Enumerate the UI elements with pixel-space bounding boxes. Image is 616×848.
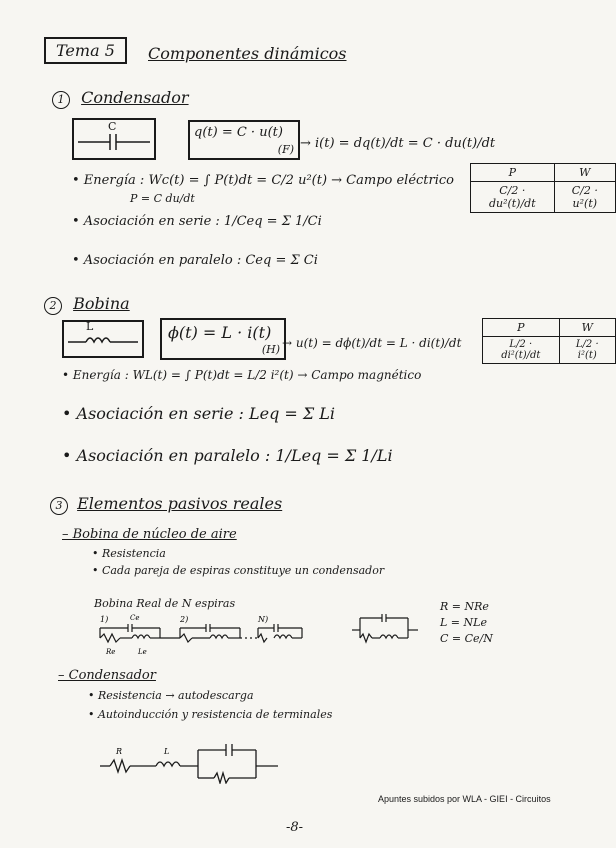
circuit-label-r: R (116, 747, 123, 756)
inductor-symbol-box (62, 320, 144, 358)
capacitor-parallel: • Asociación en paralelo : Ceq = Σ Ci (72, 253, 318, 268)
footer-credit: Apuntes subidos por WLA - GIEI - Circuitos (378, 794, 551, 804)
section-3-heading (50, 494, 282, 515)
equivalent-r: R = NRe (440, 600, 489, 613)
tema-box (44, 37, 127, 64)
tema-label: Tema 5 (56, 41, 115, 60)
table-header-w: W (559, 319, 615, 337)
circuit-label-le: Le (138, 648, 147, 656)
inductor-icon (64, 322, 142, 356)
inductor-voltage: → u(t) = dϕ(t)/dt = L · di(t)/dt (282, 336, 462, 350)
capacitor-current: → i(t) = dq(t)/dt = C · du(t)/dt (300, 136, 496, 151)
section-title: Bobina (73, 294, 130, 313)
inductor-unit: (H) (261, 343, 280, 356)
circuit-label-ce: Ce (130, 614, 140, 622)
section-number: 2 (44, 297, 62, 315)
circuit-label-re: Re (106, 648, 116, 656)
capacitor-unit: (F) (277, 143, 294, 156)
equivalent-c: C = Ce/N (440, 632, 493, 645)
circuit-label-n: N) (258, 615, 269, 624)
page-number: -8- (286, 820, 304, 835)
section-number: 1 (52, 91, 70, 109)
capacitor-equation: q(t) = C · u(t) (194, 125, 283, 140)
inductor-equation: ϕ(t) = L · i(t) (168, 323, 272, 342)
table-header-w: W (554, 164, 615, 182)
section-title: Condensador (81, 88, 189, 107)
table-cell-w: L/2 · i²(t) (559, 337, 615, 364)
air-core-item-resistance: • Resistencia (92, 547, 166, 560)
section-1-heading (52, 88, 189, 109)
section-title: Elementos pasivos reales (77, 494, 283, 513)
capacitor-symbol-box (72, 118, 156, 160)
inductor-parallel: • Asociación en paralelo : 1/Leq = Σ 1/Li (62, 446, 393, 465)
real-inductor-circuit (98, 612, 358, 662)
equivalent-circuit (350, 608, 420, 652)
inductor-equation-box (160, 318, 286, 360)
capacitor-series: • Asociación en serie : 1/Ceq = Σ 1/Ci (72, 214, 322, 229)
section-number: 3 (50, 497, 68, 515)
inductor-label: L (86, 320, 94, 333)
circuit-label-2: 2) (180, 615, 189, 624)
real-capacitor-circuit (98, 736, 288, 784)
real-capacitor-item-terminals: • Autoinducción y resistencia de terminales (88, 708, 333, 721)
table-cell-w: C/2 · u²(t) (554, 182, 615, 213)
table-cell-p: C/2 · du²(t)/dt (471, 182, 555, 213)
inductor-table (482, 318, 616, 364)
capacitor-equation-box (188, 120, 300, 160)
real-inductor-label: Bobina Real de N espiras (94, 597, 236, 610)
circuit-label-1: 1) (100, 615, 109, 624)
table-header-p: P (471, 164, 555, 182)
real-capacitor-heading: – Condensador (58, 668, 156, 683)
page-title: Componentes dinámicos (148, 44, 347, 63)
section-2-heading (44, 294, 130, 315)
equivalent-l: L = NLe (440, 616, 487, 629)
capacitor-table (470, 163, 616, 213)
table-cell-p: L/2 · di²(t)/dt (483, 337, 560, 364)
capacitor-label: C (108, 120, 117, 133)
air-core-item-capacitor: • Cada pareja de espiras constituye un condensador (92, 564, 385, 577)
capacitor-energy: • Energía : Wc(t) = ∫ P(t)dt = C/2 u²(t) → Campo eléctrico (72, 173, 455, 188)
capacitor-icon (74, 120, 154, 158)
real-capacitor-item-resistance: • Resistencia → autodescarga (88, 689, 254, 702)
capacitor-energy-sub: P = C du/dt (130, 192, 195, 205)
inductor-series: • Asociación en serie : Leq = Σ Li (62, 404, 336, 423)
table-header-p: P (483, 319, 560, 337)
air-core-inductor-heading: – Bobina de núcleo de aire (62, 527, 237, 542)
circuit-label-l: L (164, 747, 170, 756)
inductor-energy: • Energía : WL(t) = ∫ P(t)dt = L/2 i²(t) → Campo magnético (62, 368, 422, 382)
